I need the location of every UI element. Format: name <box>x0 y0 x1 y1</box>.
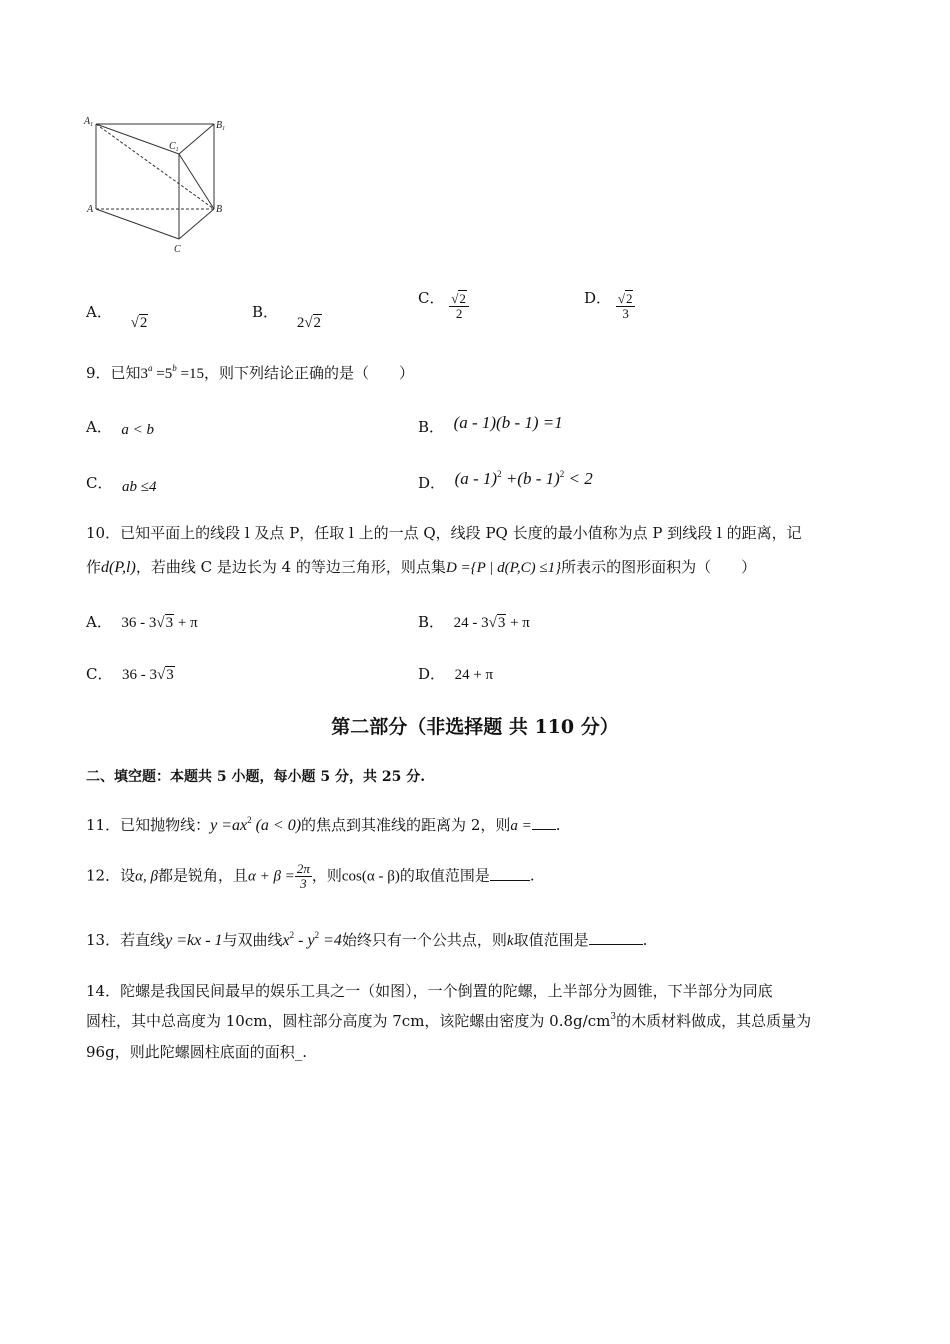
edge-cb <box>179 209 214 239</box>
q9-stem: 9．已知$3^a =5^b =15$，则下列结论正确的是（ ） <box>86 363 414 382</box>
q10-line1: 10．已知平面上的线段 l 及点 P，任取 l 上的一点 Q，线段 PQ 长度的最小值称为点 P 到线段 l 的距离，记 <box>86 524 802 542</box>
q8-option-d: D． $\frac{√2}{3}$ <box>584 292 635 321</box>
edge-a1b-hidden <box>96 124 214 209</box>
q11: 11．已知抛物线：$y =ax^2$ (a < 0)的焦点到其准线的距离为 2，则a = . <box>86 815 561 834</box>
q10-line2: 作d(P,l)，若曲线 C 是边长为 4 的等边三角形，则点集D ={P | d(P,C) ≤1}所表示的图形面积为（ ） <box>86 558 757 576</box>
q12-answer-blank[interactable] <box>490 880 530 881</box>
q10-option-a: A． 36 - 3√3 + π <box>86 613 198 631</box>
q10-option-c: C． 36 - 3√3 <box>86 665 174 683</box>
label-c1: $C_1$ <box>169 141 179 153</box>
q8-option-b: B． 2√2 <box>252 303 322 331</box>
q14-line2: 圆柱，其中总高度为 10cm，圆柱部分高度为 7cm，该陀螺由密度为 $0.8g/cm^3$的木质材料做成，其总质量为 <box>86 1012 812 1030</box>
q9-option-c: C． ab ≤4 <box>86 474 157 495</box>
prism-figure <box>80 112 240 262</box>
q9-option-a: A． a < b <box>86 418 155 438</box>
edge-c1b1 <box>179 124 214 154</box>
edge-c1b <box>179 154 214 209</box>
label-a: A <box>87 204 94 215</box>
q13: 13．若直线y =kx - 1与双曲线$x^2 - y^2 =4$始终只有一个公共点，则k取值范围是 . <box>86 930 648 949</box>
q8-option-a: A． √2 <box>86 303 148 331</box>
section2-subtitle: 二、填空题：本题共 5 小题，每小题 5 分，共 25 分. <box>86 769 426 785</box>
q14-line1: 14．陀螺是我国民间最早的娱乐工具之一（如图），一个倒置的陀螺，上半部分为圆锥，下半部分为同底 <box>86 982 773 1000</box>
label-b1: $B_1$ <box>216 120 226 132</box>
q11-answer-blank[interactable] <box>532 829 556 830</box>
q13-answer-blank[interactable] <box>589 944 643 945</box>
section2-title: 第二部分（非选择题 共 110 分） <box>331 716 619 738</box>
q9-option-b: B． (a - 1)(b - 1) =1 <box>418 413 563 436</box>
q10-option-d: D． 24 + π <box>418 665 494 683</box>
label-c: C <box>174 244 181 255</box>
q8-option-c: C． $\frac{√2}{2}$ <box>418 292 469 321</box>
label-b: B <box>216 204 223 215</box>
label-a1: $A_1$ <box>84 116 94 128</box>
q10-option-b: B． 24 - 3√3 + π <box>418 613 530 631</box>
edge-ac <box>96 209 179 239</box>
q9-option-d: D． (a - 1)$^2$ +(b - 1)$^2$ < 2 <box>418 469 593 492</box>
q12: 12．设α, β都是锐角，且α + β = $\frac{2\pi}{3}$ ，则cos(α - β)的取值范围是 . <box>86 861 535 891</box>
edge-a1c1 <box>96 124 179 154</box>
q14-line3: 96g，则此陀螺圆柱底面的面积_. <box>86 1043 307 1061</box>
